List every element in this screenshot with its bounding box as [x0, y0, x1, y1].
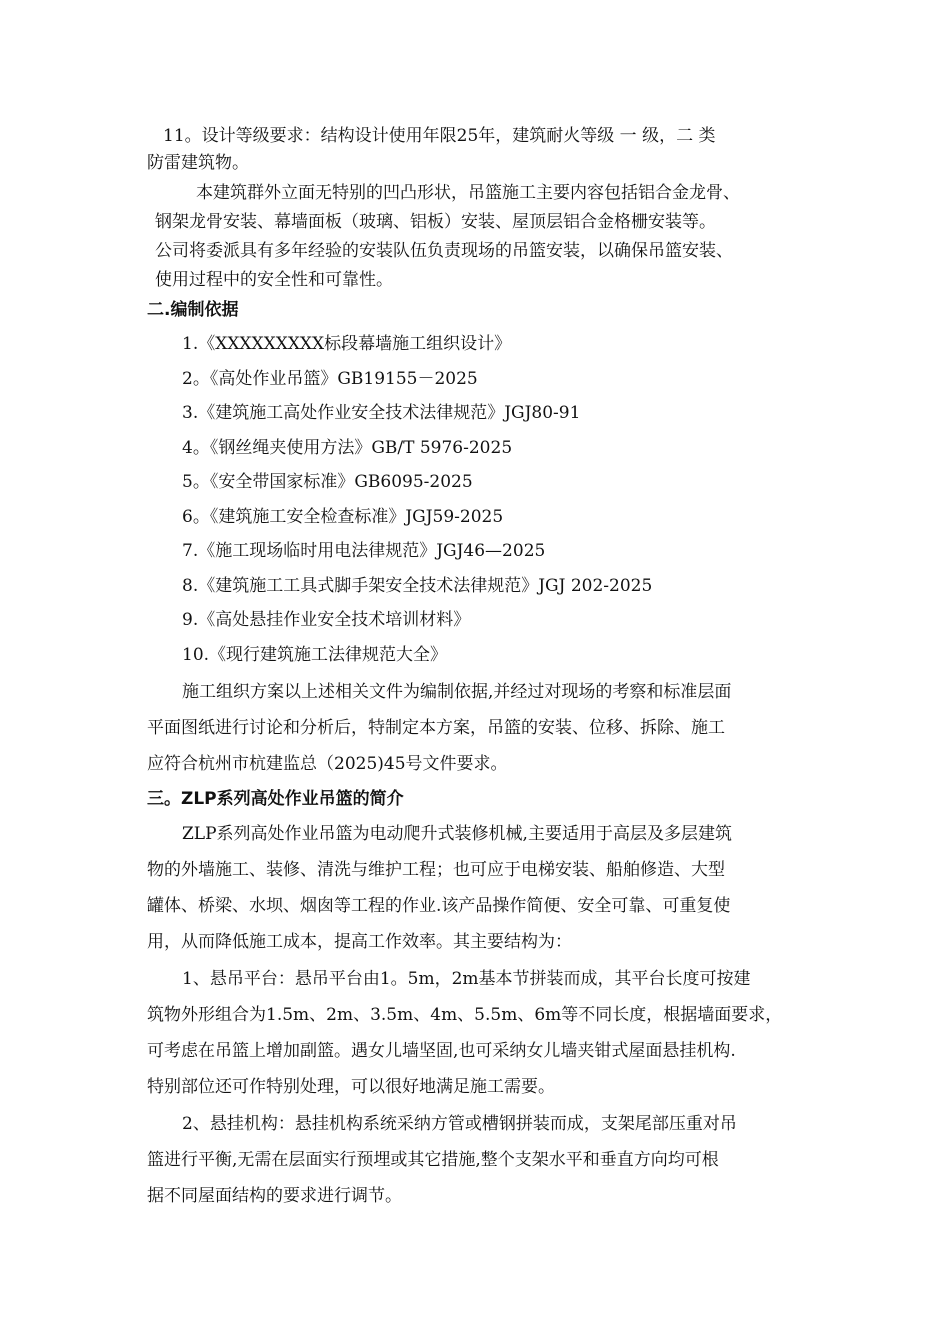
reference-item-6: 6。《建筑施工安全检查标准》JGJ59-2025 — [182, 507, 504, 527]
intro-item11-line2: 防雷建筑物。 — [147, 153, 249, 173]
reference-item-8: 8.《建筑施工工具式脚手架安全技术法律规范》JGJ 202-2025 — [182, 576, 653, 596]
reference-item-4: 4。《钢丝绳夹使用方法》GB/T 5976-2025 — [182, 438, 513, 458]
section3-p3-line2: 篮进行平衡,无需在层面实行预埋或其它措施,整个支架水平和垂直方向均可根 — [147, 1150, 719, 1170]
intro-para-line1: 本建筑群外立面无特别的凹凸形状，吊篮施工主要内容包括铝合金龙骨、 — [196, 183, 740, 203]
section3-p1-line4: 用，从而降低施工成本，提高工作效率。其主要结构为： — [147, 932, 572, 952]
reference-item-2: 2。《高处作业吊篮》GB19155－2025 — [182, 369, 478, 389]
intro-para-line4: 使用过程中的安全性和可靠性。 — [155, 270, 393, 290]
section3-p2-line2: 筑物外形组合为1.5m、2m、3.5m、4m、5.5m、6m等不同长度，根据墙面要求， — [147, 1005, 783, 1025]
section2-para-line2: 平面图纸进行讨论和分析后，特制定本方案，吊篮的安装、位移、拆除、施工 — [147, 718, 725, 738]
section3-p2-line1: 1、悬吊平台：悬吊平台由1。5m，2m基本节拼装而成，其平台长度可按建 — [182, 969, 751, 989]
section2-para-line1: 施工组织方案以上述相关文件为编制依据,并经过对现场的考察和标准层面 — [182, 682, 732, 702]
reference-item-10: 10.《现行建筑施工法律规范大全》 — [182, 645, 448, 665]
intro-item11-line1: 11。设计等级要求：结构设计使用年限25年，建筑耐火等级 一 级，二 类 — [163, 126, 716, 146]
reference-item-3: 3.《建筑施工高处作业安全技术法律规范》JGJ80-91 — [182, 403, 581, 423]
intro-para-line2: 钢架龙骨安装、幕墙面板（玻璃、铝板）安装、屋顶层铝合金格栅安装等。 — [155, 212, 716, 232]
section3-p3-line3: 据不同屋面结构的要求进行调节。 — [147, 1186, 402, 1206]
section3-p2-line3: 可考虑在吊篮上增加副篮。遇女儿墙坚固,也可采纳女儿墙夹钳式屋面悬挂机构. — [147, 1041, 736, 1061]
section3-p2-line4: 特别部位还可作特别处理，可以很好地满足施工需要。 — [147, 1077, 555, 1097]
reference-item-7: 7.《施工现场临时用电法律规范》JGJ46—2025 — [182, 541, 546, 561]
section3-title: 三。ZLP系列高处作业吊篮的简介 — [147, 789, 404, 809]
section3-p1-line1: ZLP系列高处作业吊篮为电动爬升式装修机械,主要适用于高层及多层建筑 — [182, 824, 732, 844]
reference-item-1: 1.《XXXXXXXXX标段幕墙施工组织设计》 — [182, 334, 512, 354]
section2-title: 二.编制依据 — [147, 300, 239, 320]
section3-p3-line1: 2、悬挂机构：悬挂机构系统采纳方管或槽钢拼装而成，支架尾部压重对吊 — [182, 1114, 737, 1134]
section3-p1-line3: 罐体、桥梁、水坝、烟囱等工程的作业.该产品操作简便、安全可靠、可重复使 — [147, 896, 731, 916]
section3-p1-line2: 物的外墙施工、装修、清洗与维护工程；也可应于电梯安装、船舶修造、大型 — [147, 860, 725, 880]
reference-item-5: 5。《安全带国家标准》GB6095-2025 — [182, 472, 473, 492]
reference-item-9: 9.《高处悬挂作业安全技术培训材料》 — [182, 610, 471, 630]
intro-para-line3: 公司将委派具有多年经验的安装队伍负责现场的吊篮安装，以确保吊篮安装、 — [155, 241, 733, 261]
section2-para-line3: 应符合杭州市杭建监总（2025)45号文件要求。 — [147, 754, 508, 774]
